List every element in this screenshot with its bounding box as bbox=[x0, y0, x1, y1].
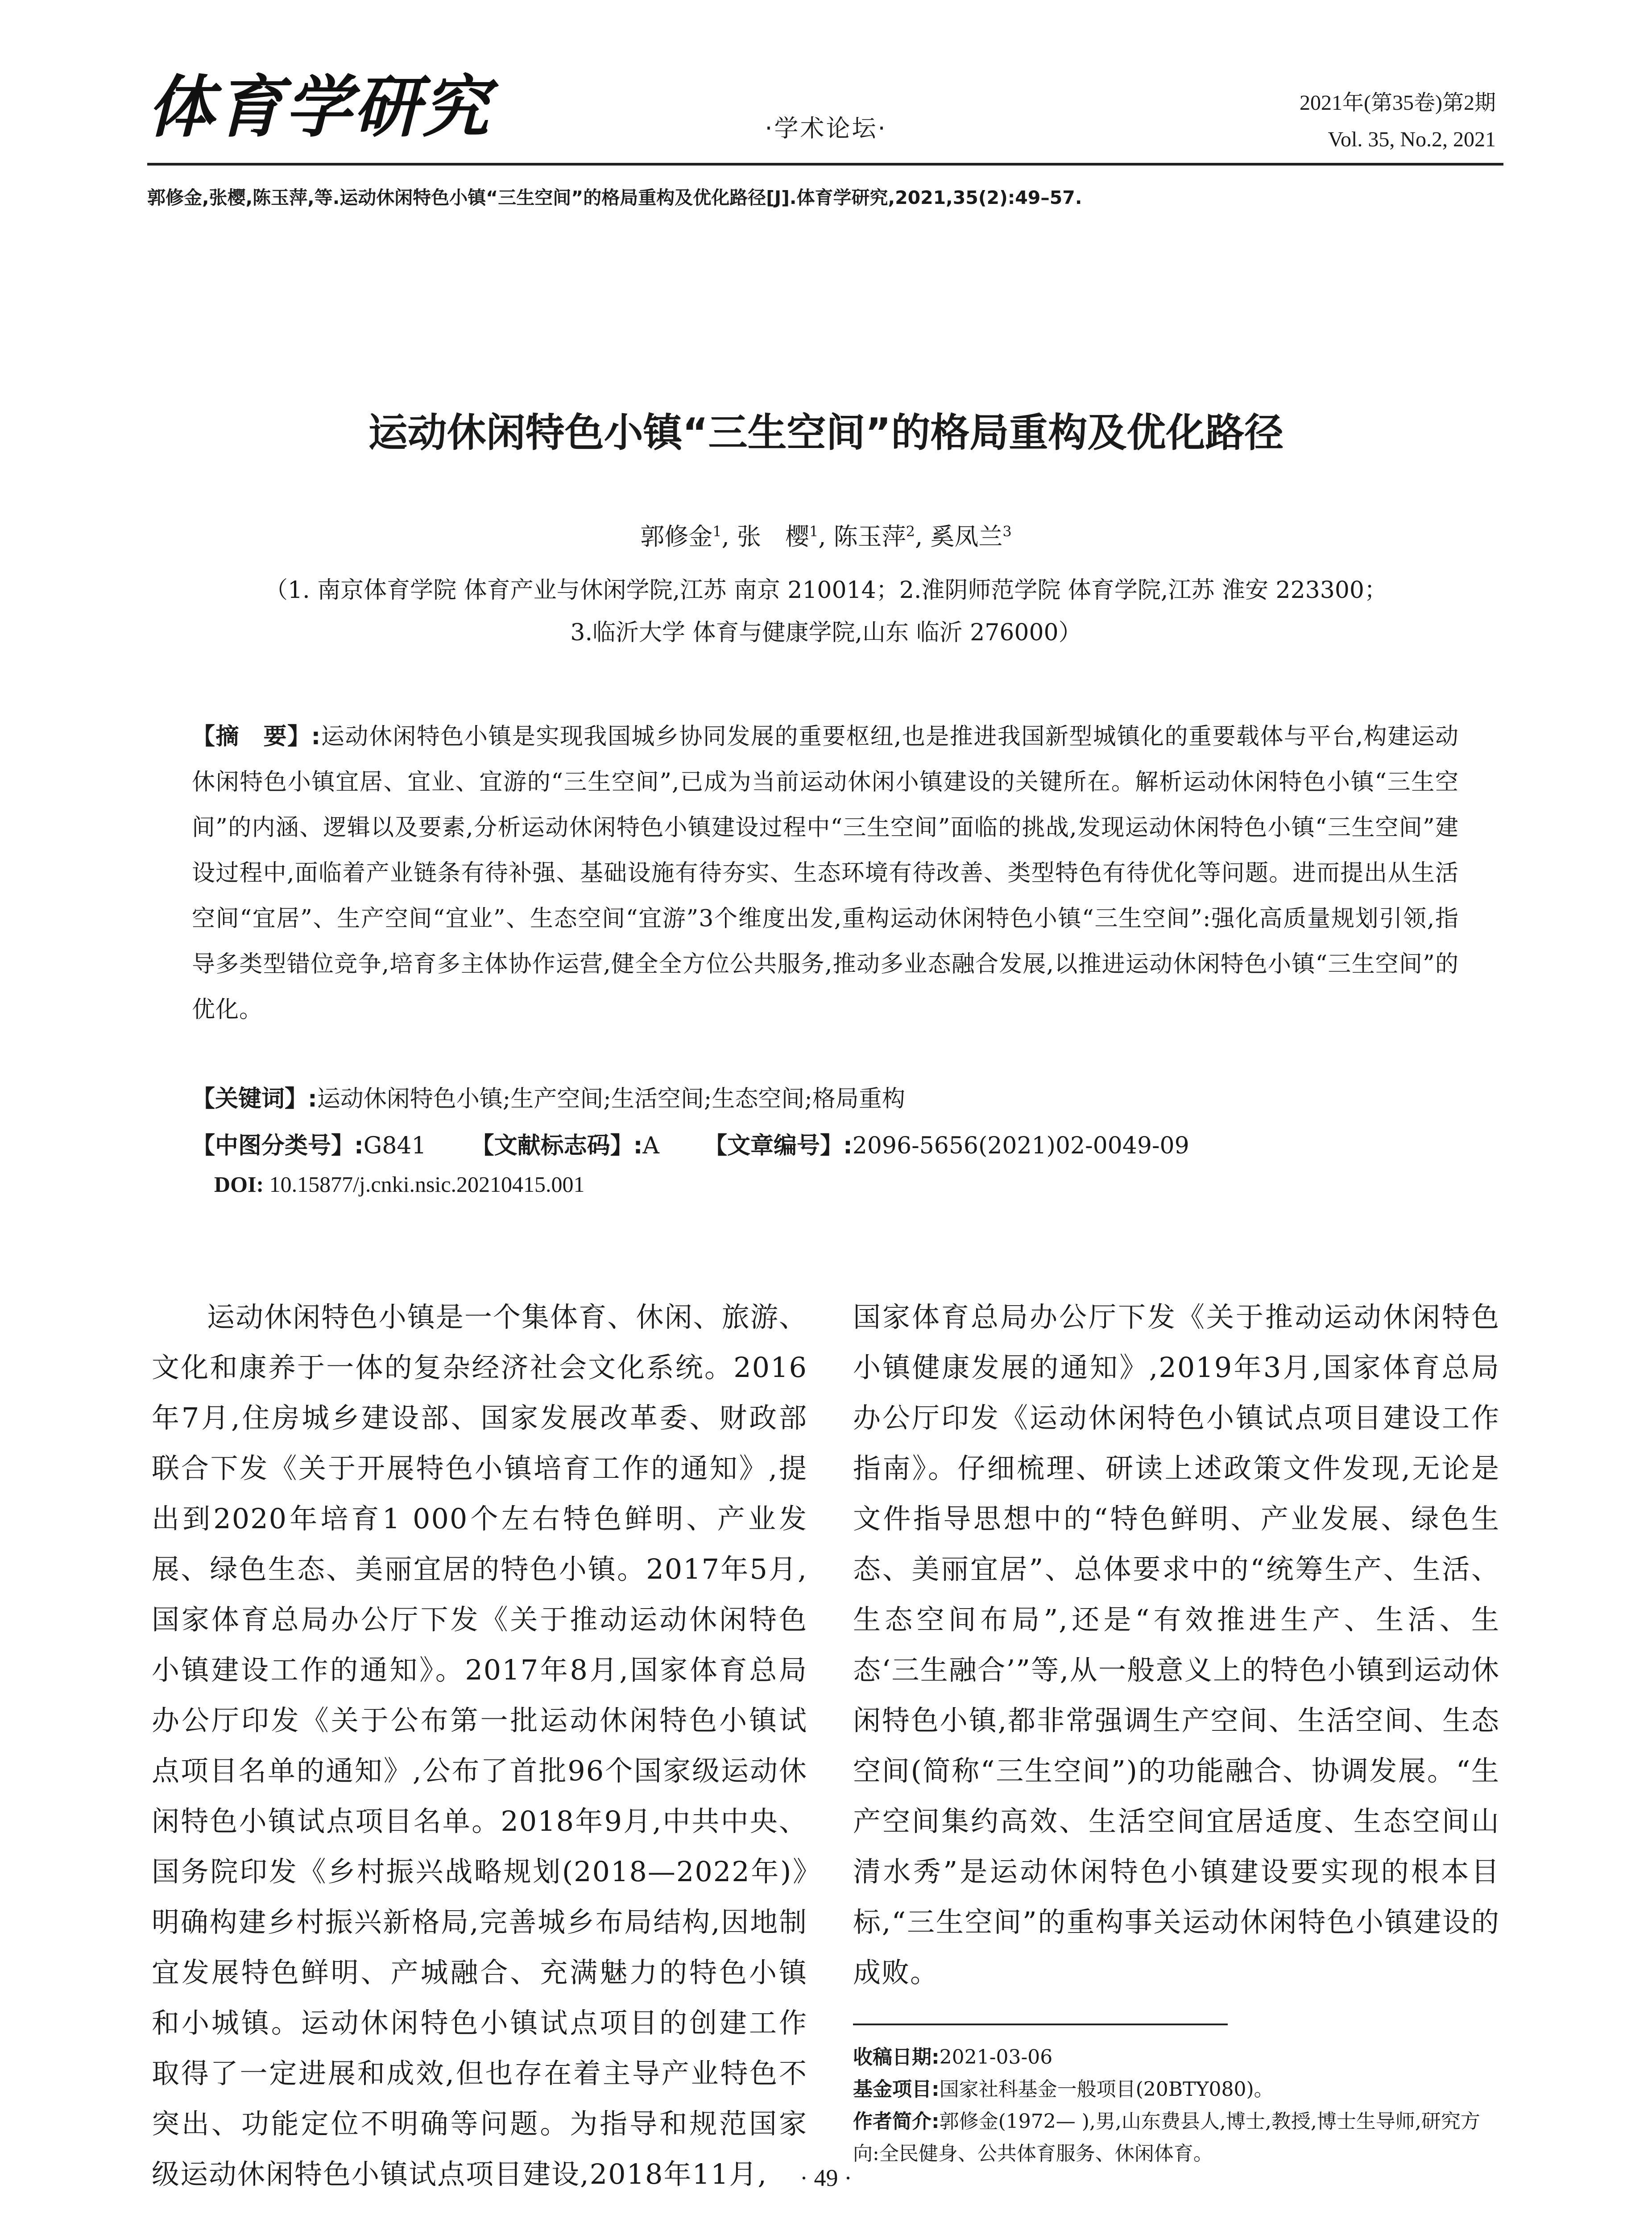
author-name: 张 樱 bbox=[737, 523, 809, 551]
clc-label: 【中图分类号】: bbox=[192, 1132, 364, 1159]
fund-label: 基金项目: bbox=[853, 2078, 940, 2101]
doc-code-value: A bbox=[642, 1132, 659, 1159]
abstract-label: 【摘 要】: bbox=[192, 723, 321, 750]
footnote-rule bbox=[853, 2024, 1228, 2025]
doi-line bbox=[214, 1171, 585, 1197]
author-list: 郭修金$^1$, 张 樱$^1$, 陈玉萍$^2$, 奚凤兰$^3$ bbox=[640, 523, 1012, 551]
fund-info bbox=[853, 2073, 1504, 2106]
author-sup: 3 bbox=[1002, 523, 1012, 540]
bio-label: 作者简介: bbox=[853, 2110, 940, 2133]
citation-line: 郭修金,张樱,陈玉萍,等.运动休闲特色小镇“三生空间”的格局重构及优化路径[J].体育学研究,2021,35(2):49–57. bbox=[147, 187, 1082, 208]
doi-value: 10.15877/j.cnki.nsic.20210415.001 bbox=[269, 1172, 585, 1197]
body-right-column: 国家体育总局办公厅下发《关于推动运动休闲特色小镇健康发展的通知》,2019年3月,国家体育总局办公厅印发《运动休闲特色小镇试点项目建设工作指南》。仔细梳理、研读上述政策文件发现,无论是文件指导思想中的“特色鲜明、产业发展、绿色生态、美丽宜居”、总体要求中的“统筹生产、生活、生态空间布局”,还是“有效推进生产、生活、生态‘三生融合’”等,从一般意义上的特色小镇到运动休闲特色小镇,都非常强调生产空间、生活空间、生态空间(简称“三生空间”)的功能融合、协调发展。“生产空间集约高效、生活空间宜居适度、生态空间山清水秀”是运动休闲特色小镇建设要实现的根本目标,“三生空间”的重构事关运动休闲特色小镇建设的成败。 bbox=[853, 1301, 1500, 1989]
issue-en: Vol. 35, No.2, 2021 bbox=[1328, 128, 1496, 151]
article-no-label: 【文章编号】: bbox=[704, 1132, 853, 1159]
author-sup: 1 bbox=[712, 523, 722, 540]
keywords-text: 运动休闲特色小镇;生产空间;生活空间;生态空间;格局重构 bbox=[317, 1086, 905, 1112]
section-label: ·学术论坛· bbox=[765, 114, 887, 142]
article-title: 运动休闲特色小镇“三生空间”的格局重构及优化路径 bbox=[368, 410, 1284, 456]
author-name: 郭修金 bbox=[640, 523, 713, 551]
author-bio bbox=[853, 2106, 1504, 2170]
bio-value: 郭修金(1972— ),男,山东费县人,博士,教授,博士生导师,研究方向:全民健身、公共体育服务、休闲体育。 bbox=[853, 2110, 1480, 2165]
affiliation-line-2: 3.临沂大学 体育与健康学院,山东 临沂 276000） bbox=[570, 619, 1082, 646]
keywords-label: 【关键词】: bbox=[192, 1086, 317, 1112]
journal-logo: 体育学研究 bbox=[147, 68, 491, 146]
received-date bbox=[853, 2041, 1504, 2073]
issue-cn: 2021年(第35卷)第2期 bbox=[1300, 91, 1496, 115]
issue-info bbox=[1300, 85, 1496, 158]
affiliation-line-1: （1. 南京体育学院 体育产业与休闲学院,江苏 南京 210014；2.淮阴师范学院 体育学院,江苏 淮安 223300； bbox=[265, 577, 1387, 604]
author-sup: 2 bbox=[906, 523, 915, 540]
author-sup: 1 bbox=[809, 523, 819, 540]
header-rule bbox=[147, 163, 1503, 166]
doc-code-label: 【文献标志码】: bbox=[471, 1132, 643, 1159]
received-label: 收稿日期: bbox=[853, 2046, 940, 2069]
page-number: · 49 · bbox=[800, 2165, 852, 2191]
classification-line bbox=[192, 1127, 1189, 1160]
doi-label: DOI: bbox=[214, 1172, 264, 1197]
body-left-column: 运动休闲特色小镇是一个集体育、休闲、旅游、文化和康养于一体的复杂经济社会文化系统。2016年7月,住房城乡建设部、国家发展改革委、财政部联合下发《关于开展特色小镇培育工作的通知》,提出到2020年培育1 000个左右特色鲜明、产业发展、绿色生态、美丽宜居的特色小镇。2017年5月,国家体育总局办公厅下发《关于推动运动休闲特色小镇建设工作的通知》。2017年8月,国家体育总局办公厅印发《关于公布第一批运动休闲特色小镇试点项目名单的通知》,公布了首批96个国家级运动休闲特色小镇试点项目名单。2018年9月,中共中央、国务院印发《乡村振兴战略规划(2018—2022年)》明确构建乡村振兴新格局,完善城乡布局结构,因地制宜发展特色鲜明、产城融合、充满魅力的特色小镇和小城镇。运动休闲特色小镇试点项目的创建工作取得了一定进展和成效,但也存在着主导产业特色不突出、功能定位不明确等问题。为指导和规范国家级运动休闲特色小镇试点项目建设,2018年11月, bbox=[152, 1301, 807, 2190]
footnotes bbox=[853, 2041, 1504, 2170]
clc-value: G841 bbox=[363, 1132, 426, 1159]
author-name: 奚凤兰 bbox=[930, 523, 1003, 551]
article-no-value: 2096-5656(2021)02-0049-09 bbox=[852, 1132, 1189, 1159]
keywords bbox=[192, 1080, 905, 1113]
abstract bbox=[192, 714, 1459, 1033]
author-name: 陈玉萍 bbox=[833, 523, 906, 551]
abstract-text: 运动休闲特色小镇是实现我国城乡协同发展的重要枢纽,也是推进我国新型城镇化的重要载体与平台,构建运动休闲特色小镇宜居、宜业、宜游的“三生空间”,已成为当前运动休闲小镇建设的关键所在。解析运动休闲特色小镇“三生空间”的内涵、逻辑以及要素,分析运动休闲特色小镇建设过程中“三生空间”面临的挑战,发现运动休闲特色小镇“三生空间”建设过程中,面临着产业链条有待补强、基础设施有待夯实、生态环境有待改善、类型特色有待优化等问题。进而提出从生活空间“宜居”、生产空间“宜业”、生态空间“宜游”3个维度出发,重构运动休闲特色小镇“三生空间”:强化高质量规划引领,指导多类型错位竞争,培育多主体协作运营,健全全方位公共服务,推动多业态融合发展,以推进运动休闲特色小镇“三生空间”的优化。 bbox=[192, 723, 1459, 1023]
received-value: 2021-03-06 bbox=[939, 2046, 1053, 2069]
fund-value: 国家社科基金一般项目(20BTY080)。 bbox=[939, 2078, 1274, 2101]
